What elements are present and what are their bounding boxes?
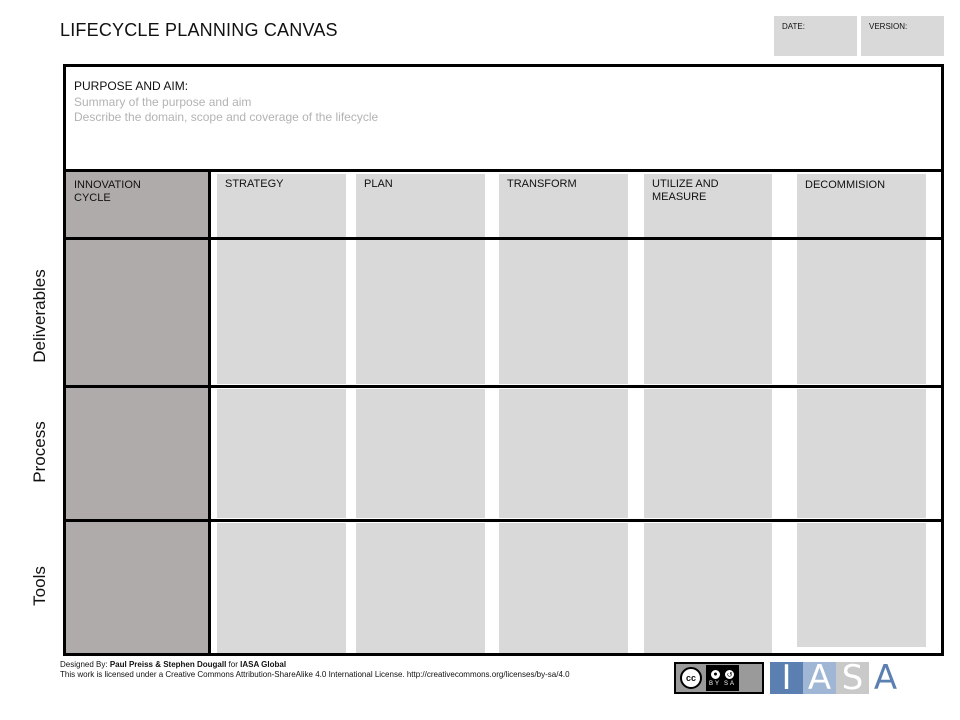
for-text: for [228,660,238,669]
logo-letter: S [836,662,869,694]
process-strategy-cell[interactable] [217,389,346,518]
divider-deliverables [66,385,941,388]
tools-utilize-cell[interactable] [644,523,772,653]
creative-commons-badge[interactable] [674,662,764,694]
deliverables-utilize-cell[interactable] [644,240,772,384]
divider-header [66,237,941,240]
row-label-tools: Tools [30,566,49,606]
attribution-icon: ● [710,669,721,680]
stage-label: DECOMMISION [805,179,886,191]
process-utilize-cell[interactable] [644,389,772,518]
tools-strategy-cell[interactable] [217,523,346,653]
innovation-cycle-column [66,171,208,653]
divider-process [66,519,941,522]
version-field[interactable] [861,16,944,56]
cc-icon: cc [680,667,702,689]
authors: Paul Preiss & Stephen Dougall [109,660,227,669]
purpose-hint-summary: Summary of the purpose and aim [74,95,252,109]
stage-header-utilize-and-measure[interactable] [644,174,772,237]
logo-letter: A [803,662,836,694]
version-label: VERSION: [869,22,908,31]
purpose-section[interactable] [66,67,941,171]
row-label-process: Process [30,421,49,483]
stage-label: PLAN [364,178,393,190]
stage-header-plan[interactable] [356,174,485,237]
sa-label: SA [724,681,737,687]
logo-letter: I [770,662,803,694]
footer-credits [60,660,570,680]
row-label-deliverables: Deliverables [30,269,49,363]
stage-header-transform[interactable] [499,174,628,237]
tools-transform-cell[interactable] [499,523,628,653]
deliverables-decommision-cell[interactable] [797,240,926,384]
stage-label: STRATEGY [225,178,284,190]
planning-canvas [63,64,944,656]
date-label: DATE: [782,22,805,31]
stage-label-line2: MEASURE [652,191,707,203]
logo-letter: A [869,662,902,694]
license-text: This work is licensed under a Creative Commons Attribution-ShareAlike 4.0 International License. http://creativecommons.org/licenses/by-sa/4.0 [60,670,570,679]
stage-label: TRANSFORM [507,178,577,190]
process-decommision-cell[interactable] [797,389,926,518]
page-title: LIFECYCLE PLANNING CANVAS [60,20,338,40]
divider-purpose [66,169,941,172]
purpose-label: PURPOSE AND AIM: [74,79,189,93]
by-sa-icons [706,665,739,691]
share-alike-icon: ↺ [724,669,735,680]
designed-by-label: Designed By: [60,660,108,669]
date-field[interactable] [774,16,857,56]
divider-innovation [208,171,211,653]
process-plan-cell[interactable] [356,389,485,518]
tools-decommision-cell[interactable] [797,523,926,647]
stage-header-decommision[interactable] [797,174,926,237]
purpose-hint-domain: Describe the domain, scope and coverage of the lifecycle [74,110,379,124]
deliverables-plan-cell[interactable] [356,240,485,384]
iasa-logo [770,658,902,698]
deliverables-transform-cell[interactable] [499,240,628,384]
innovation-cycle-label: INNOVATION CYCLE [74,179,141,204]
stage-header-strategy[interactable] [217,174,346,237]
by-label: BY [709,681,722,687]
organization: IASA Global [240,660,287,669]
deliverables-strategy-cell[interactable] [217,240,346,384]
stage-label: UTILIZE AND [652,178,719,190]
process-transform-cell[interactable] [499,389,628,518]
tools-plan-cell[interactable] [356,523,485,653]
